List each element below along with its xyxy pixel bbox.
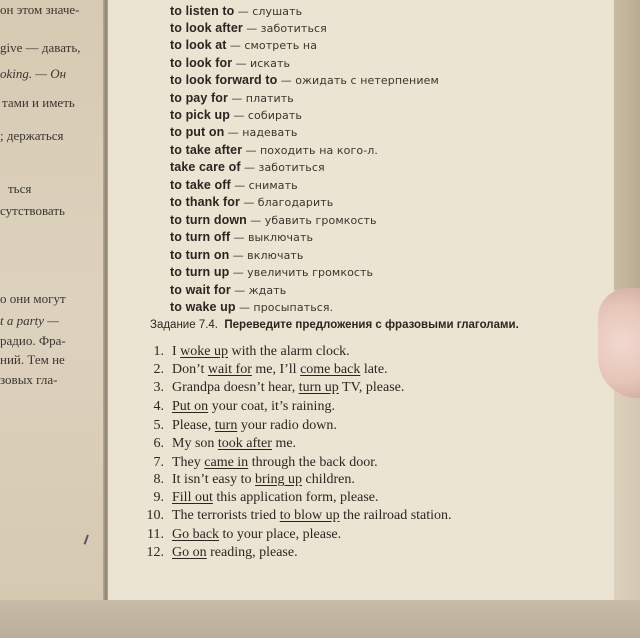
phrasal-verb: to turn up bbox=[170, 265, 230, 279]
sentence-text: It isn’t easy to bbox=[172, 472, 255, 487]
phrasal-verb-row bbox=[170, 72, 439, 88]
sentence-item bbox=[138, 418, 337, 434]
phrasal-verb-row bbox=[170, 55, 290, 71]
sentence-item bbox=[138, 527, 341, 543]
phrasal-verb-row bbox=[170, 20, 327, 36]
dash: — bbox=[237, 5, 249, 18]
sentence-item bbox=[138, 508, 452, 524]
phrasal-verb-row bbox=[170, 124, 297, 140]
phrasal-verb: to take after bbox=[170, 143, 243, 157]
dash: — bbox=[238, 301, 251, 314]
underlined-phrase: Put on bbox=[172, 399, 209, 414]
sentence-number: 2. bbox=[153, 362, 164, 377]
translation: надевать bbox=[242, 126, 298, 139]
phrasal-verb: to pick up bbox=[170, 108, 231, 122]
dash: — bbox=[231, 92, 243, 105]
translation: заботиться bbox=[258, 161, 325, 174]
underlined-phrase: came in bbox=[204, 455, 249, 470]
translation: походить на кого-л. bbox=[259, 144, 378, 157]
sentence-number: 3. bbox=[153, 380, 164, 395]
dash: — bbox=[227, 126, 239, 139]
sentence-item bbox=[138, 344, 350, 360]
sentence-item bbox=[138, 472, 355, 488]
left-fragment: ; держаться bbox=[0, 128, 64, 143]
sentence-text: your radio down. bbox=[237, 418, 337, 433]
dash: — bbox=[244, 161, 256, 174]
translation: снимать bbox=[248, 179, 298, 192]
sentence-text: this application form, please. bbox=[212, 490, 379, 505]
sentence-text: me. bbox=[271, 436, 297, 451]
underlined-phrase: wait for bbox=[207, 362, 252, 377]
sentence-number: 1. bbox=[153, 344, 164, 359]
phrasal-verb-row bbox=[170, 299, 333, 315]
sentence-number: 7. bbox=[153, 455, 164, 470]
translation: смотреть на bbox=[244, 39, 318, 52]
underlined-phrase: Go back bbox=[172, 527, 220, 542]
phrasal-verb-row bbox=[170, 229, 313, 245]
phrasal-verb-row bbox=[170, 159, 325, 175]
sentence-text: through the back door. bbox=[248, 455, 378, 470]
page-bottom-shadow bbox=[0, 600, 640, 638]
phrasal-verb: to look after bbox=[170, 21, 243, 35]
sentence-text: with the alarm clock. bbox=[228, 344, 350, 359]
phrasal-verb: to turn on bbox=[170, 248, 230, 262]
translation: собирать bbox=[247, 109, 302, 122]
dash: — bbox=[234, 284, 246, 297]
phrasal-verb-row bbox=[170, 177, 298, 193]
phrasal-verb: to look for bbox=[170, 56, 233, 70]
translation: просыпаться. bbox=[253, 301, 334, 314]
sentence-text: your coat, it’s raining. bbox=[208, 399, 335, 414]
sentence-item bbox=[138, 490, 378, 506]
dash: — bbox=[245, 144, 257, 157]
dash: — bbox=[243, 196, 255, 209]
sentence-number: 6. bbox=[153, 436, 164, 451]
dash: — bbox=[280, 74, 292, 87]
task-label: Задание 7.4. bbox=[150, 319, 218, 331]
phrasal-verb-row bbox=[170, 212, 377, 228]
left-fragment: тами и иметь bbox=[2, 95, 75, 110]
dash: — bbox=[233, 109, 245, 122]
dash: — bbox=[234, 179, 246, 192]
phrasal-verb: to look forward to bbox=[170, 73, 278, 87]
sentence-text: to your place, please. bbox=[219, 527, 342, 542]
underlined-phrase: Go on bbox=[172, 545, 207, 560]
sentence-item bbox=[138, 399, 335, 415]
dash: — bbox=[235, 57, 247, 70]
underlined-phrase: woke up bbox=[180, 344, 228, 359]
translation: благодарить bbox=[257, 196, 334, 209]
translation: увеличить громкость bbox=[247, 266, 374, 279]
phrasal-verb: to turn off bbox=[170, 230, 231, 244]
task-heading bbox=[150, 319, 519, 331]
sentence-number: 9. bbox=[153, 490, 164, 505]
phrasal-verb: to listen to bbox=[170, 4, 235, 18]
left-fragment: t a party — bbox=[0, 313, 59, 328]
phrasal-verb: to turn down bbox=[170, 213, 247, 227]
phrasal-verb: to look at bbox=[170, 38, 227, 52]
left-fragment: oking. — Он bbox=[0, 66, 67, 81]
left-fragment: о они могут bbox=[0, 291, 66, 306]
translation: искать bbox=[250, 57, 291, 70]
sentence-text: They bbox=[172, 455, 205, 470]
translation: ждать bbox=[248, 284, 287, 297]
translation: заботиться bbox=[260, 22, 327, 35]
translation: выключать bbox=[247, 231, 314, 244]
translation: платить bbox=[245, 92, 294, 105]
phrasal-verb: take care of bbox=[170, 160, 241, 174]
sentence-item bbox=[138, 362, 388, 378]
phrasal-verb: to put on bbox=[170, 125, 225, 139]
left-fragment: ний. Тем не bbox=[0, 352, 65, 367]
sentence-item bbox=[138, 545, 298, 561]
phrasal-verb-row bbox=[170, 142, 378, 158]
sentence-text: I bbox=[172, 344, 181, 359]
underlined-phrase: Fill out bbox=[172, 490, 213, 505]
sentence-item bbox=[138, 436, 296, 452]
dash: — bbox=[232, 249, 244, 262]
underlined-phrase: took after bbox=[217, 436, 272, 451]
phrasal-verb-row bbox=[170, 194, 333, 210]
sentence-text: the railroad station. bbox=[339, 508, 452, 523]
dash: — bbox=[232, 266, 244, 279]
underlined-phrase: bring up bbox=[254, 472, 303, 487]
phrasal-verb-row bbox=[170, 247, 304, 263]
sentence-text: TV, please. bbox=[338, 380, 405, 395]
left-fragment: радио. Фра- bbox=[0, 333, 66, 348]
phrasal-verb: to wake up bbox=[170, 300, 236, 314]
phrasal-verb-row bbox=[170, 282, 286, 298]
dash: — bbox=[229, 39, 242, 52]
left-fragment: зовых гла- bbox=[0, 372, 58, 387]
translation: убавить громкость bbox=[264, 214, 377, 227]
sentence-number: 10. bbox=[146, 508, 164, 523]
dash: — bbox=[250, 214, 262, 227]
sentence-text: The terrorists tried bbox=[172, 508, 280, 523]
sentence-item bbox=[138, 380, 404, 396]
phrasal-verb-row bbox=[170, 264, 373, 280]
phrasal-verb-row bbox=[170, 90, 294, 106]
task-instruction: Переведите предложения с фразовыми глаголами. bbox=[224, 319, 519, 331]
phrasal-verb-row bbox=[170, 3, 302, 19]
phrasal-verb: to take off bbox=[170, 178, 231, 192]
sentence-item bbox=[138, 455, 378, 471]
sentence-text: children. bbox=[302, 472, 355, 487]
underlined-phrase: turn up bbox=[298, 380, 339, 395]
sentence-text: Please, bbox=[172, 418, 215, 433]
sentence-number: 5. bbox=[153, 418, 164, 433]
sentence-text: me, I’ll bbox=[251, 362, 301, 377]
phrasal-verb: to pay for bbox=[170, 91, 228, 105]
translation: включать bbox=[247, 249, 304, 262]
sentence-number: 8. bbox=[153, 472, 164, 487]
dash: — bbox=[233, 231, 245, 244]
left-fragment: give — давать, bbox=[0, 40, 81, 55]
sentence-number: 12. bbox=[146, 545, 164, 560]
translation: слушать bbox=[252, 5, 303, 18]
underlined-phrase: come back bbox=[300, 362, 361, 377]
underlined-phrase: to blow up bbox=[279, 508, 340, 523]
phrasal-verb: to wait for bbox=[170, 283, 231, 297]
left-fragment: сутствовать bbox=[0, 203, 65, 218]
sentence-number: 11. bbox=[147, 527, 164, 542]
phrasal-verb-row bbox=[170, 37, 317, 53]
sentence-number: 4. bbox=[153, 399, 164, 414]
left-fragment: он этом значе- bbox=[0, 2, 80, 17]
sentence-text: late. bbox=[360, 362, 388, 377]
left-fragment: ться bbox=[8, 181, 32, 196]
dash: — bbox=[246, 22, 258, 35]
page-edge bbox=[614, 0, 640, 290]
underlined-phrase: turn bbox=[214, 418, 238, 433]
translation: ожидать с нетерпением bbox=[295, 74, 439, 87]
sentence-text: Grandpa doesn’t hear, bbox=[172, 380, 299, 395]
phrasal-verb-row bbox=[170, 107, 302, 123]
phrasal-verb: to thank for bbox=[170, 195, 240, 209]
sentence-text: reading, please. bbox=[206, 545, 298, 560]
sentence-text: Don’t bbox=[172, 362, 208, 377]
sentence-text: My son bbox=[172, 436, 218, 451]
